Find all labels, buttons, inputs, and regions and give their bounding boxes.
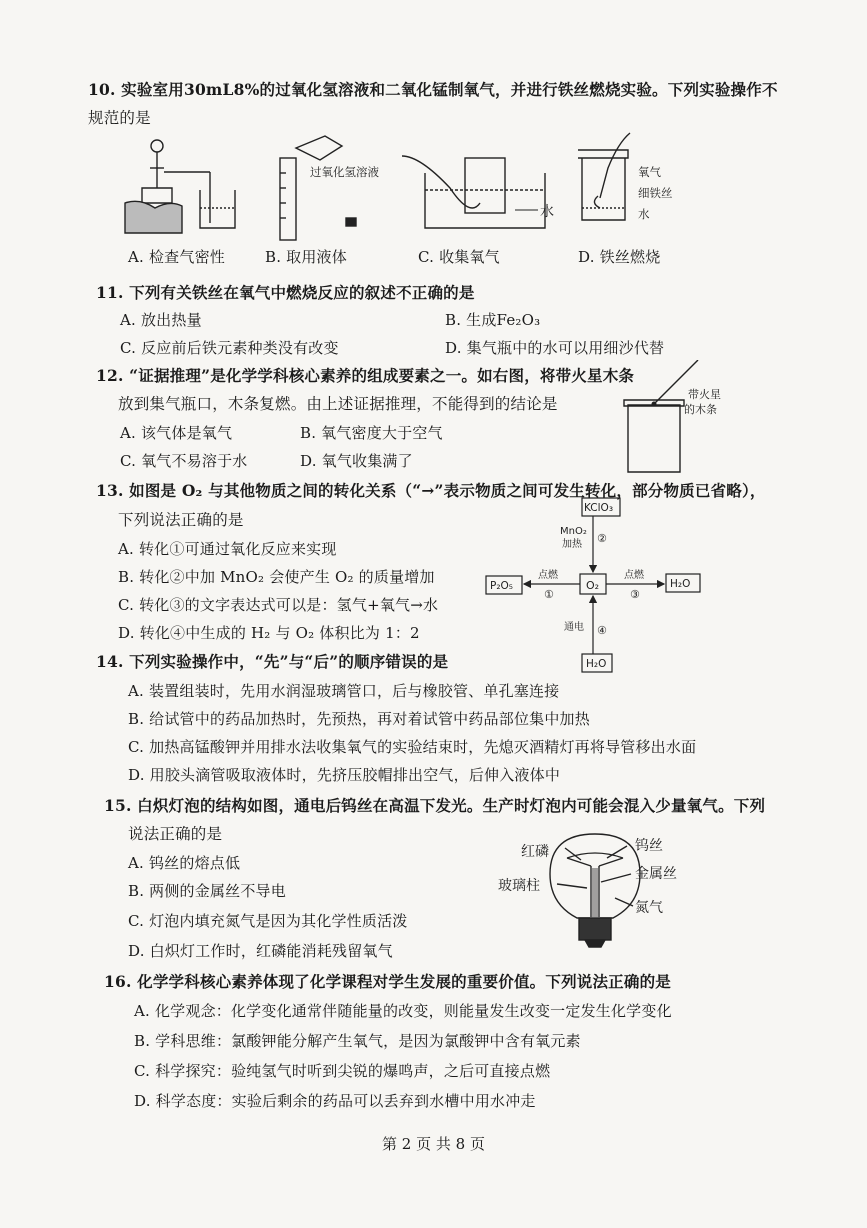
cond-top-1: MnO₂ [560,526,587,537]
q12-fig-label-1: 带火星 [688,388,721,401]
q16-option-c: C. 科学探究：验纯氢气时听到尖锐的爆鸣声，之后可直接点燃 [134,1062,551,1080]
q10-stem-line2: 规范的是 [88,109,151,127]
q15-option-a: A. 钨丝的熔点低 [128,854,241,872]
q11-stem: 11. 下列有关铁丝在氧气中燃烧反应的叙述不正确的是 [96,283,475,302]
q16-option-a: A. 化学观念：化学变化通常伴随能量的改变，则能量发生改变一定发生化学变化 [134,1002,672,1020]
cond-left: 点燃 [538,570,558,581]
diag-left: P₂O₅ [490,580,514,592]
diag-top: KClO₃ [584,502,614,514]
fig-d-oxygen: 氧气 [638,165,661,179]
q15-option-b: B. 两侧的金属丝不导电 [128,882,286,900]
fig-d-wire: 细铁丝 [638,186,673,200]
label-nitrogen: 氮气 [635,900,663,916]
q14-option-b: B. 给试管中的药品加热时，先预热，再对着试管中药品部位集中加热 [128,710,590,728]
label-tungsten: 钨丝 [635,838,663,854]
q10-option-a: A. 检查气密性 [128,248,225,266]
q11-option-a: A. 放出热量 [120,311,202,329]
num-2: ② [597,532,607,545]
cond-bottom: 通电 [564,622,584,633]
q15-stem-line1: 15. 白炽灯泡的结构如图，通电后钨丝在高温下发光。生产时灯泡内可能会混入少量氧气。下列 [104,796,766,815]
num-1: ① [544,588,554,601]
num-4: ④ [597,624,607,637]
cond-right: 点燃 [624,570,644,581]
q13-option-b: B. 转化②中加 MnO₂ 会使产生 O₂ 的质量增加 [118,568,435,586]
q14-option-c: C. 加热高锰酸钾并用排水法收集氧气的实验结束时，先熄灭酒精灯再将导管移出水面 [128,738,697,756]
page-footer: 第 2 页 共 8 页 [382,1135,485,1153]
num-3: ③ [630,588,640,601]
q12-fig-label-2: 的木条 [684,403,717,416]
q10-option-d: D. 铁丝燃烧 [578,248,661,266]
q10-figures [120,128,680,243]
cond-top-2: 加热 [562,539,582,550]
diag-center: O₂ [586,579,600,592]
q15-bulb-figure [495,826,705,950]
fig-c-trough [402,156,545,228]
q13-option-d: D. 转化④中生成的 H₂ 与 O₂ 体积比为 1：2 [118,624,420,642]
q12-option-b: B. 氧气密度大于空气 [300,424,443,442]
fig-a-apparatus [125,140,235,233]
label-glass-rod: 玻璃柱 [498,878,540,894]
q14-stem: 14. 下列实验操作中，“先”与“后”的顺序错误的是 [96,652,449,671]
q13-option-a: A. 转化①可通过氧化反应来实现 [118,540,337,558]
label-metal-wire: 金属丝 [635,866,677,882]
q16-option-b: B. 学科思维：氯酸钾能分解产生氧气，是因为氯酸钾中含有氧元素 [134,1032,581,1050]
q11-option-c: C. 反应前后铁元素种类没有改变 [120,339,339,357]
diag-right: H₂O [670,578,691,590]
q13-stem-line1: 13. 如图是 O₂ 与其他物质之间的转化关系（“→”表示物质之间可发生转化，部分物质已省略）， [96,481,766,500]
diag-bottom: H₂O [586,658,607,670]
q16-stem: 16. 化学学科核心素养体现了化学课程对学生发展的重要价值。下列说法正确的是 [104,972,671,991]
fig-b-label: 过氧化氢溶液 [310,165,379,179]
fig-c-label: 水 [540,204,554,220]
q16-option-d: D. 科学态度：实验后剩余的药品可以丢弃到水槽中用水冲走 [134,1092,536,1110]
q10-option-c: C. 收集氧气 [418,248,500,266]
fig-d-water: 水 [638,207,650,221]
q15-option-c: C. 灯泡内填充氮气是因为其化学性质活泼 [128,912,408,930]
q10-option-b: B. 取用液体 [265,248,347,266]
q12-stem-line2: 放到集气瓶口，木条复燃。由上述证据推理，不能得到的结论是 [118,395,558,413]
q13-diagram [480,494,710,674]
q11-option-d: D. 集气瓶中的水可以用细沙代替 [445,339,665,357]
q12-option-a: A. 该气体是氧气 [120,424,233,442]
q14-option-d: D. 用胶头滴管吸取液体时，先挤压胶帽排出空气，后伸入液体中 [128,766,561,784]
fig-b-cylinder [280,136,356,240]
q15-option-d: D. 白炽灯工作时，红磷能消耗残留氧气 [128,942,393,960]
q13-option-c: C. 转化③的文字表达式可以是：氢气+氧气→水 [118,596,439,614]
q12-option-d: D. 氧气收集满了 [300,452,413,470]
q13-stem-line2: 下列说法正确的是 [118,511,244,529]
q12-figure [618,360,738,480]
label-red-phosphorus: 红磷 [521,844,549,860]
q11-option-b: B. 生成Fe₂O₃ [445,311,541,329]
q12-option-c: C. 氧气不易溶于水 [120,452,248,470]
q12-stem-line1: 12. “证据推理”是化学学科核心素养的组成要素之一。如右图，将带火星木条 [96,366,635,385]
fig-d-bottle [578,133,630,220]
q15-stem-line2: 说法正确的是 [128,825,223,843]
q10-stem-line1: 10. 实验室用30mL8%的过氧化氢溶液和二氧化锰制氧气，并进行铁丝燃烧实验。下列实验操作不 [88,80,778,99]
q14-option-a: A. 装置组装时，先用水润湿玻璃管口，后与橡胶管、单孔塞连接 [128,682,560,700]
